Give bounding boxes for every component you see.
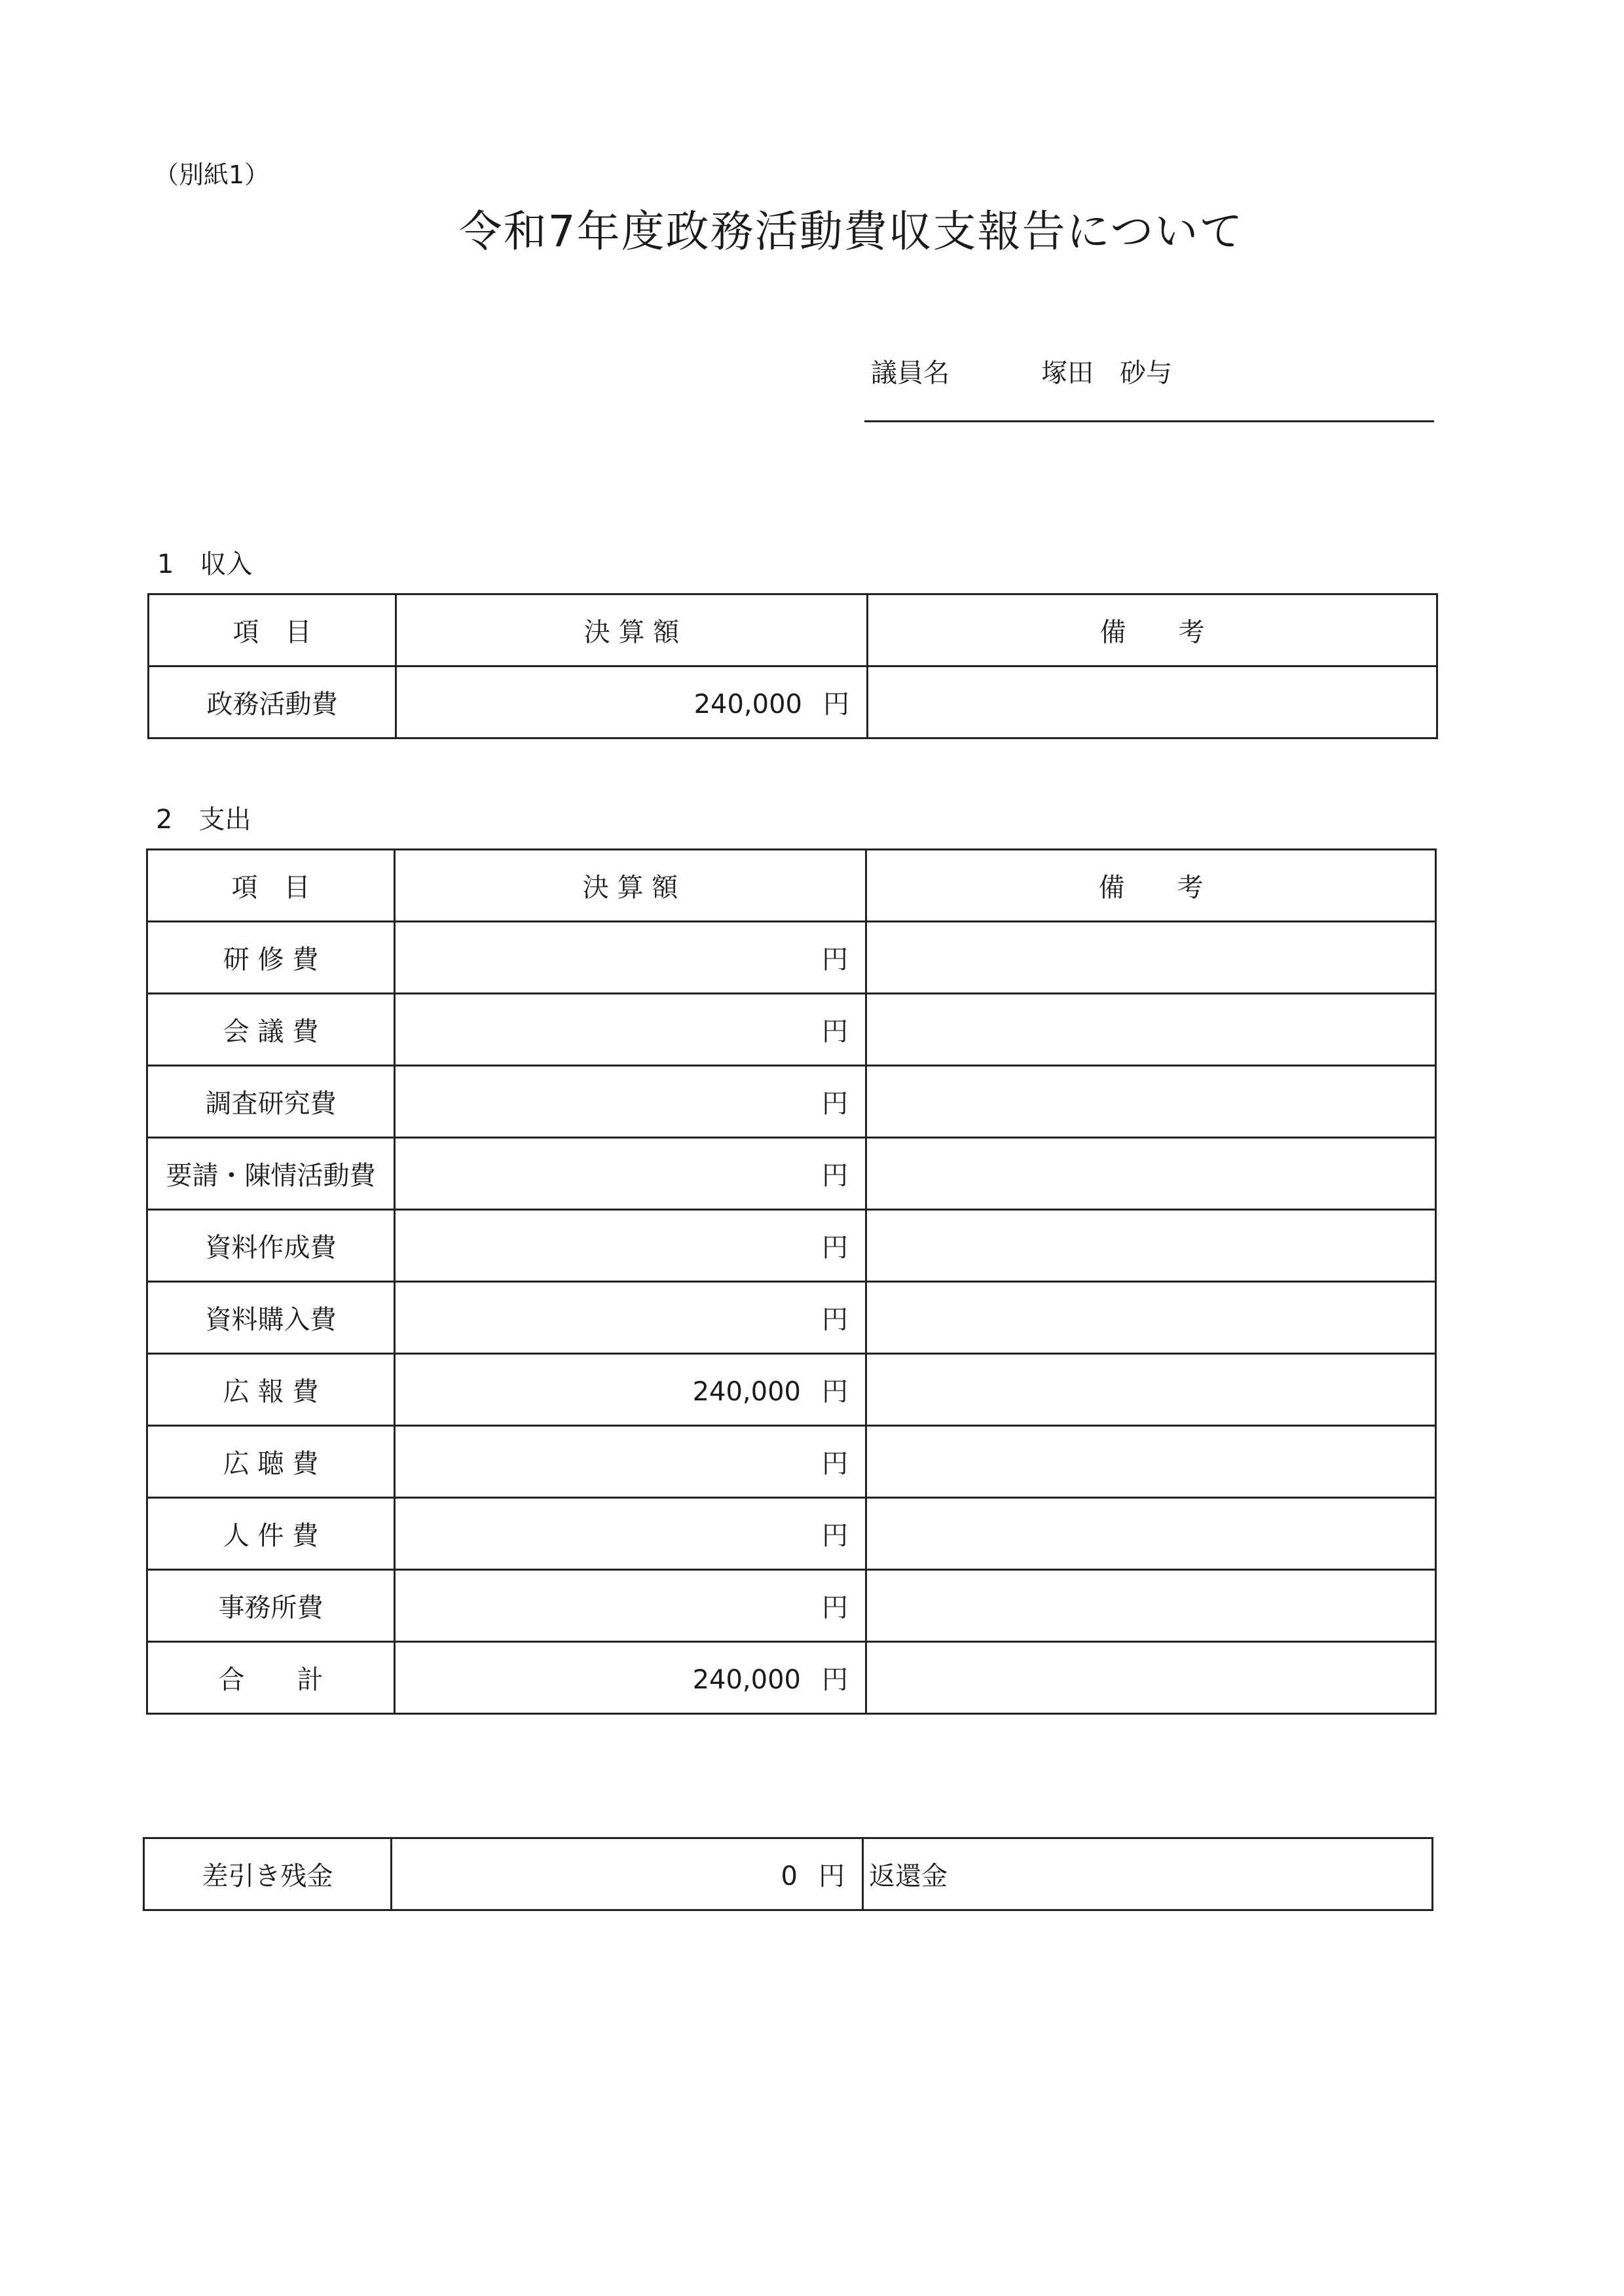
expense-header-row bbox=[147, 850, 1436, 922]
row-unit: 円 bbox=[822, 945, 848, 975]
col-header-item: 項 目 bbox=[147, 850, 395, 922]
total-unit: 円 bbox=[822, 1665, 848, 1695]
table-row bbox=[147, 1354, 1436, 1426]
document-title bbox=[0, 196, 1624, 259]
row-amount-cell bbox=[395, 1210, 866, 1282]
row-amount-cell bbox=[395, 994, 866, 1066]
table-row bbox=[147, 994, 1436, 1066]
row-item: 政務活動費 bbox=[149, 666, 396, 738]
row-note bbox=[868, 666, 1437, 738]
table-row bbox=[147, 1282, 1436, 1354]
attachment-label: （別紙1） bbox=[154, 160, 270, 189]
col-header-amount: 決 算 額 bbox=[396, 594, 868, 666]
income-table bbox=[147, 593, 1438, 739]
row-unit: 円 bbox=[822, 1161, 848, 1191]
row-unit: 円 bbox=[823, 689, 849, 720]
row-amount-cell bbox=[395, 1570, 866, 1642]
row-unit: 円 bbox=[822, 1377, 848, 1407]
row-amount-cell bbox=[395, 1282, 866, 1354]
member-label: 議員名 bbox=[871, 358, 950, 388]
row-unit: 円 bbox=[822, 1089, 848, 1119]
row-item: 資料作成費 bbox=[147, 1210, 395, 1282]
balance-note: 返還金 bbox=[863, 1838, 1433, 1910]
table-row bbox=[147, 1426, 1436, 1498]
row-amount-cell bbox=[395, 1138, 866, 1210]
row-unit: 円 bbox=[822, 1305, 848, 1335]
member-name: 塚田 砂与 bbox=[1041, 358, 1172, 388]
document-title-text: 令和7年度政務活動費収支報告について bbox=[458, 206, 1244, 257]
row-item: 会 議 費 bbox=[147, 994, 395, 1066]
income-header-row bbox=[149, 594, 1437, 666]
balance-row bbox=[144, 1838, 1433, 1910]
row-item: 研 修 費 bbox=[147, 922, 395, 994]
row-item: 調査研究費 bbox=[147, 1066, 395, 1138]
total-note bbox=[866, 1642, 1436, 1714]
col-header-note: 備 考 bbox=[866, 850, 1436, 922]
table-row bbox=[147, 1138, 1436, 1210]
row-note bbox=[866, 1570, 1436, 1642]
row-item: 資料購入費 bbox=[147, 1282, 395, 1354]
income-heading: 1 収入 bbox=[157, 549, 253, 579]
row-note bbox=[866, 1498, 1436, 1570]
balance-label: 差引き残金 bbox=[144, 1838, 392, 1910]
row-note bbox=[866, 1138, 1436, 1210]
table-row bbox=[147, 1210, 1436, 1282]
row-note bbox=[866, 1282, 1436, 1354]
row-item: 広 報 費 bbox=[147, 1354, 395, 1426]
row-amount-cell bbox=[396, 666, 868, 738]
total-label: 合 計 bbox=[147, 1642, 395, 1714]
table-row bbox=[147, 1498, 1436, 1570]
row-unit: 円 bbox=[822, 1449, 848, 1479]
row-note bbox=[866, 1354, 1436, 1426]
row-unit: 円 bbox=[822, 1593, 848, 1623]
row-amount-cell bbox=[395, 922, 866, 994]
row-note bbox=[866, 994, 1436, 1066]
balance-unit: 円 bbox=[819, 1861, 845, 1891]
row-amount-cell bbox=[395, 1066, 866, 1138]
balance-amount: 0 bbox=[781, 1861, 798, 1891]
total-amount-cell bbox=[395, 1642, 866, 1714]
row-amount-cell bbox=[395, 1354, 866, 1426]
row-amount-cell bbox=[395, 1426, 866, 1498]
table-row bbox=[147, 1570, 1436, 1642]
row-item: 事務所費 bbox=[147, 1570, 395, 1642]
row-amount-cell bbox=[395, 1498, 866, 1570]
row-item: 人 件 費 bbox=[147, 1498, 395, 1570]
total-amount: 240,000 bbox=[692, 1665, 801, 1695]
row-amount: 240,000 bbox=[692, 1377, 801, 1407]
balance-amount-cell bbox=[392, 1838, 863, 1910]
total-row bbox=[147, 1642, 1436, 1714]
row-note bbox=[866, 1066, 1436, 1138]
row-unit: 円 bbox=[822, 1017, 848, 1047]
balance-table bbox=[143, 1837, 1433, 1911]
row-note bbox=[866, 1426, 1436, 1498]
table-row bbox=[147, 922, 1436, 994]
row-unit: 円 bbox=[822, 1233, 848, 1263]
row-item: 広 聴 費 bbox=[147, 1426, 395, 1498]
row-unit: 円 bbox=[822, 1521, 848, 1551]
table-row bbox=[147, 1066, 1436, 1138]
member-underline bbox=[864, 420, 1434, 422]
expense-table bbox=[146, 848, 1437, 1715]
col-header-item: 項 目 bbox=[149, 594, 396, 666]
table-row bbox=[149, 666, 1437, 738]
col-header-amount: 決 算 額 bbox=[395, 850, 866, 922]
row-note bbox=[866, 1210, 1436, 1282]
expense-heading: 2 支出 bbox=[156, 805, 251, 835]
col-header-note: 備 考 bbox=[868, 594, 1437, 666]
row-amount: 240,000 bbox=[693, 689, 802, 720]
row-note bbox=[866, 922, 1436, 994]
row-item: 要請・陳情活動費 bbox=[147, 1138, 395, 1210]
